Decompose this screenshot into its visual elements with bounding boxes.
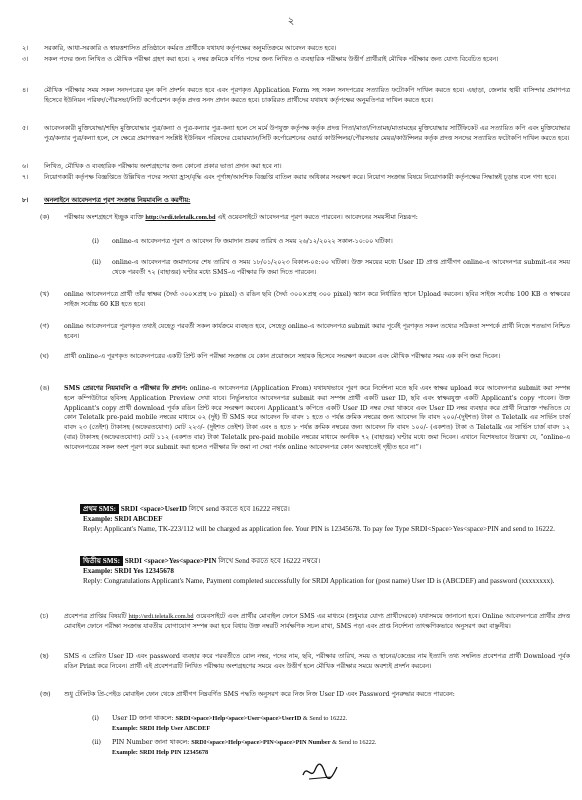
section-kha — [40, 290, 570, 310]
section-cha — [40, 612, 570, 632]
section-text: online আবেদনপত্রে প্রার্থী তাঁর স্বাক্ষর (দৈর্ঘ্য ৩০০×প্রস্থ ৮০ pixel) ও রঙিন ছবি (দৈর্ঘ্য ৩০০×প্রস্থ ৩০০ pixel) স্ক্যান করে নির্ধারিত স্থানে Upload করবেন। ছবির সাইজ সর্বোচ্চ 100 KB ও স্বাক্ষরের সাইজ সর্বোচ্চ 60 KB হতে হবে। — [64, 291, 570, 308]
item-text: লিখিত, মৌখিক ও ব্যবহারিক পরীক্ষায় অংশগ্রহণের জন্য কোনো প্রকার ভাতা প্রদান করা হবে না। — [44, 163, 282, 170]
sub-text: PIN Number জানা থাকলে: — [112, 739, 192, 746]
sub-text: & Send to 16222. — [301, 715, 348, 722]
sms-tag: দ্বিতীয় SMS: — [80, 556, 123, 566]
first-sms-block — [80, 504, 568, 534]
section-number: (ছ) — [40, 653, 49, 660]
sub-text: online-এ আবেদনপত্র জমাদানের শেষ তারিখ ও সময় ১৮/০১/২০২৩ বিকাল-০৫:০০ ঘটিকা। উক্ত সময়ের মধ্যে User ID প্রাপ্ত প্রার্থীগণ online-এ আবেদনপত্র submit-এর সময় থেকে পরবর্তী ৭২ (বাহাত্তর) ঘণ্টার মধ্যে SMS-এ পরীক্ষার ফি জমা দিতে পারবেন। — [112, 259, 570, 276]
item-text: সরকারি, আধা-সরকারি ও স্বায়ত্তশাসিত প্রতিষ্ঠানে কর্মরত প্রার্থীকে যথাযথ কর্তৃপক্ষের অনুমতিক্রমে আবেদন করতে হবে। — [44, 45, 337, 52]
sub-number: (ii) — [92, 739, 101, 746]
item-3 — [22, 55, 570, 65]
item-6 — [22, 162, 570, 172]
item-number: ৭। — [22, 174, 29, 181]
section-number: (ঙ) — [40, 385, 50, 392]
second-sms-block — [80, 556, 568, 586]
section-ka — [40, 213, 570, 223]
signature-icon — [300, 760, 340, 784]
section-text: SMS এ প্রেরিত User ID এবং password ব্যবহার করে পরবর্তীতে রোল নম্বর, পদের নাম, ছবি, পরীক্ষার তারিখ, সময় ও স্থানের/কেন্দ্রের নাম ইত্যাদি তথ্য সম্বলিত প্রবেশপত্র প্রার্থী Download পূর্বক রঙিন Print করে নিবেন। প্রার্থী এই প্রবেশপত্রটি লিখিত পরীক্ষায় অংশগ্রহণের সময়ে এবং উত্তীর্ণ হলে মৌখিক পরীক্ষার সময়ে অবশ্যই প্রদর্শন করবেন। — [64, 653, 570, 670]
sms-command: SRDI<space>Help<space>User<space>UserID — [175, 715, 302, 722]
sms-example: Example: SRDI Help PIN 12345678 — [112, 748, 209, 756]
section-gha — [40, 352, 570, 362]
item-7 — [22, 173, 570, 183]
item-text: মৌখিক পরীক্ষার সময় সকল সনদপত্রের মূল কপি প্রদর্শন করতে হবে এবং পূরণকৃত Application Form সহ সকল সনদপত্রের সত্যায়িত ফটোকপি দাখিল করতে হবে। এছাড়া, জেলার স্থায়ী বাসিন্দার প্রমাণপত্র হিসেবে ইউনিয়ন পরিষদ/পৌরসভা/সিটি কর্পোরেশন কর্তৃক প্রদত্ত সনদ প্রদান করতে হবে। চাকরিরত প্রার্থীদের যথাযথ কর্তৃপক্ষের অনুমতিপত্র দাখিল করতে হবে। — [44, 87, 570, 104]
item-number: ২। — [22, 45, 29, 52]
section-number: (গ) — [40, 323, 50, 330]
sms-reply: Reply: Applicant's Name, TK-223/112 will be charged as application fee. Your PIN is 12345678. To pay fee Type SRDI<Space>Yes<space>PIN and send to 16222. — [83, 525, 555, 533]
section-text: প্রার্থী online-এ পূরণকৃত আবেদনপত্রের একটি প্রিন্ট কপি পরীক্ষা সংক্রান্ত যে কোন প্রয়োজনে সহায়ক হিসেবে সংরক্ষণ করবেন এবং মৌখিক পরীক্ষার সময় এক কপি জমা দিবেন। — [64, 353, 501, 360]
sms-tag: প্রথম SMS: — [80, 504, 119, 514]
section-number: (ঘ) — [40, 353, 49, 360]
section-ka-ii — [92, 258, 570, 278]
section-text: এই ওয়েবসাইটে আবেদনপত্র পূরণ করতে পারবেন। আবেদনের সময়সীমা নিম্নরূপ: — [215, 214, 418, 221]
section-text: প্রবেশপত্র প্রাপ্তির বিষয়টি — [64, 613, 129, 620]
section-ja — [40, 690, 570, 700]
sub-text: User ID জানা থাকলে: — [112, 715, 176, 722]
website-link[interactable]: http://srdi.teletalk.com.bd — [145, 214, 216, 221]
section-heading: SMS প্রেরণের নিয়মাবলি ও পরীক্ষার ফি প্রদান: — [64, 385, 188, 392]
item-number: ৬। — [22, 163, 29, 170]
sub-number: (i) — [92, 238, 99, 245]
section-text: ওয়েবসাইটে এবং প্রার্থীর মোবাইল ফোনে SMS এর মাধ্যমে (শুধুমাত্র যোগ্য প্রার্থীদেরকে) যথাসময়ে জানানো হবে। Online আবেদনপত্রে প্রার্থীর প্রদত্ত মোবাইল ফোনে পরীক্ষা সংক্রান্ত যাবতীয় যোগাযোগ সম্পন্ন করা হবে বিধায় উক্ত নম্বরটি সার্বক্ষণিক সচল রাখা, SMS পড়া এবং প্রাপ্ত নির্দেশনা তাৎক্ষণিকভাবে অনুসরণ করা বাঞ্ছনীয়। — [64, 613, 570, 630]
item-number: ৫। — [22, 125, 29, 132]
sub-text: online-এ আবেদনপত্র পূরণ ও আবেদন ফি জমাদান শুরুর তারিখ ও সময় ২৬/১২/২০২২ সকাল-১০:০০ ঘটিকা। — [112, 238, 393, 245]
sms-example: Example: SRDI Yes 12345678 — [83, 567, 174, 575]
sms-example: Example: SRDI ABCDEF — [83, 515, 163, 523]
section-number: (জ) — [40, 691, 51, 698]
item-number: ৪। — [22, 87, 29, 94]
item-text: অনলাইনে আবেদনপত্র পূরণ সংক্রান্ত নিয়মাবলি ও করণীয়: — [44, 197, 191, 204]
sms-command: SRDI<space>Help<space>PIN<space>PIN Number — [191, 739, 331, 746]
sms-reply: Reply: Congratulations Applicant's Name, Payment completed successfully for SRDI Application for (post name) User ID is (ABCDEF) and password (xxxxxxxx). — [83, 577, 555, 585]
section-ka-i — [92, 237, 570, 247]
section-text: online আবেদনপত্রে পূরণকৃত তথ্যই যেহেতু পরবর্তী সকল কার্যক্রমে ব্যবহৃত হবে, সেহেতু online-এ আবেদনপত্র submit করার পূর্বেই পূরণকৃত সকল তথ্যের সঠিকতা সম্পর্কে প্রার্থী নিজে শতভাগ নিশ্চিত হবেন। — [64, 323, 571, 340]
section-number: (খ) — [40, 291, 50, 298]
page-number: ২ — [287, 16, 295, 27]
item-8-heading — [22, 196, 570, 206]
item-text: সকল পদের জন্য লিখিত ও মৌখিক পরীক্ষা গ্রহণ করা হবে। ২ নম্বর ক্রমিকে বর্ণিত পদের জন্য লিখিত ও ব্যবহারিক পরীক্ষায় উত্তীর্ণ প্রার্থীরাই মৌখিক পরীক্ষার জন্য যোগ্য বিবেচিত হবেন। — [44, 56, 499, 63]
item-2 — [22, 44, 570, 54]
website-link[interactable]: http://srdi.teletalk.com.bd — [128, 613, 194, 620]
sms-instruction: লিখে Send করতে হবে 16222 নম্বরে। — [216, 557, 321, 565]
sms-instruction: লিখে send করতে হবে 16222 নম্বরে। — [187, 505, 290, 513]
item-number: ৩। — [22, 56, 29, 63]
section-text: online-এ আবেদনপত্র (Application From) যথাযথভাবে পূরণ করে নির্দেশনা মতে ছবি এবং স্বাক্ষর upload করে আবেদনপত্র submit করা সম্পন্ন হলে কম্পিউটারে ছবিসহ Application Preview দেখা যাবে। নির্ভুলভাবে আবেদনপত্র submit করা সম্পন্ন প্রার্থী একটি user ID, ছবি এবং স্বাক্ষরযুক্ত একটি Applicant's copy পাবেন। উক্ত Applicant's copy প্রার্থী download পূর্বক রঙিন প্রিন্ট করে সংরক্ষণ করবেন। Applicant's কপিতে একটি User ID নম্বর দেয়া থাকবে এবং User ID নম্বর ব্যবহার করে প্রার্থী নিম্নোক্ত পদ্ধতিতে যে কোন Teletalk pre-paid mobile নম্বরের মাধ্যমে ০২ (দুই) টি SMS করে আবেদন ফি বাবদ ১ হতে ৩ পর্যন্ত ক্রমিক নম্বরের জন্য আবেদন ফি বাবদ ২০০/-(দুইশত) টাকা ও Teletalk এর সার্ভিস চার্জ বাবদ ২৩ (তেইশ) টাকাসহ (অফেরতযোগ্য) মোট ২২৩/- (দুইশত তেইশ) টাকা এবং ৪ হতে ৮ পর্যন্ত ক্রমিক নম্বরের জন্য আবেদন ফি বাবদ ১০০/- (একশত) টাকা ও Teletalk এর সার্ভিস চার্জ বাবদ ১২ (বার) টাকাসহ (অফেরতযোগ্য) মোট ১১২ (একশত বার) টাকা Teletalk pre-paid mobile নম্বরের মাধ্যমে অনধিক ৭২ (বাহাত্তর) ঘণ্টার মধ্যে জমা দিবেন। এখানে বিশেষভাবে উল্লেখ্য যে, “online-এ আবেদনপত্রের সকল অংশ পূরণ করে submit করা হলেও পরীক্ষার ফি জমা না দেয়া পর্যন্ত online আবেদনপত্র কোন অবস্থাতেই গৃহীত হবে না”। — [64, 385, 570, 451]
item-5 — [22, 124, 570, 144]
section-ja-ii — [92, 738, 570, 758]
section-number: (চ) — [40, 613, 49, 620]
item-4 — [22, 86, 570, 106]
sub-number: (i) — [92, 715, 99, 722]
section-ja-i — [92, 714, 570, 734]
section-ga — [40, 322, 570, 342]
section-text: পরীক্ষায় অংশগ্রহণে ইচ্ছুক ব্যক্তি — [64, 214, 146, 221]
item-text: নিয়োগকারী কর্তৃপক্ষ বিজ্ঞপ্তিতে উল্লিখিত পদের সংখ্যা হ্রাস/বৃদ্ধি এবং পূর্ণাঙ্গ/আংশিক বিজ্ঞপ্তি বাতিল করার অধিকার সংরক্ষণ করে। নিয়োগ সংক্রান্ত বিষয়ে নিয়োগকারী কর্তৃপক্ষের সিদ্ধান্তই চূড়ান্ত বলে গণ্য হবে। — [44, 174, 557, 181]
section-text: শুধু টেলিটক প্রি-পেইড মোবাইল ফোন থেকে প্রার্থীগণ নিম্নবর্ণিত SMS পদ্ধতি অনুসরণ করে নিজ নিজ User ID এবং Password পুনরুদ্ধার করতে পারবেন: — [64, 691, 455, 698]
item-number: ৮। — [22, 197, 29, 204]
sms-example: Example: SRDI Help User ABCDEF — [112, 724, 211, 732]
section-chha — [40, 652, 570, 672]
section-number: (ক) — [40, 214, 50, 221]
sub-text: & Send to 16222. — [330, 739, 377, 746]
sms-command: SRDI <space>UserID — [120, 505, 188, 513]
section-uma — [40, 384, 570, 453]
sub-number: (ii) — [92, 259, 101, 266]
item-text: আবেদনকারী মুক্তিযোদ্ধা/শহিদ মুক্তিযোদ্ধার পুত্র/কন্যা ও পুত্র-কন্যার পুত্র-কন্যা হলে সে মর্মে উপযুক্ত কর্তৃপক্ষ কর্তৃক প্রদত্ত পিতা/মাতা/পিতামহ/মাতামহের মুক্তিযোদ্ধার সার্টিফিকেট এর সত্যায়িত কপি এবং মুক্তিযোদ্ধার পুত্র/কন্যার পুত্র/কন্যা হলে, সে ক্ষেত্রে প্রমাণস্বরূপ সংশ্লিষ্ট ইউনিয়ন পরিষদের চেয়ারম্যান/সিটি কর্পোরেশনের ওয়ার্ড কাউন্সিলর/পৌরসভার মেয়র/কাউন্সিলর কর্তৃক প্রদত্ত সনদের সত্যায়িত ফটোকপি দাখিল করতে হবে। — [44, 125, 570, 142]
sms-command: SRDI <space>Yes<space>PIN — [124, 557, 217, 565]
